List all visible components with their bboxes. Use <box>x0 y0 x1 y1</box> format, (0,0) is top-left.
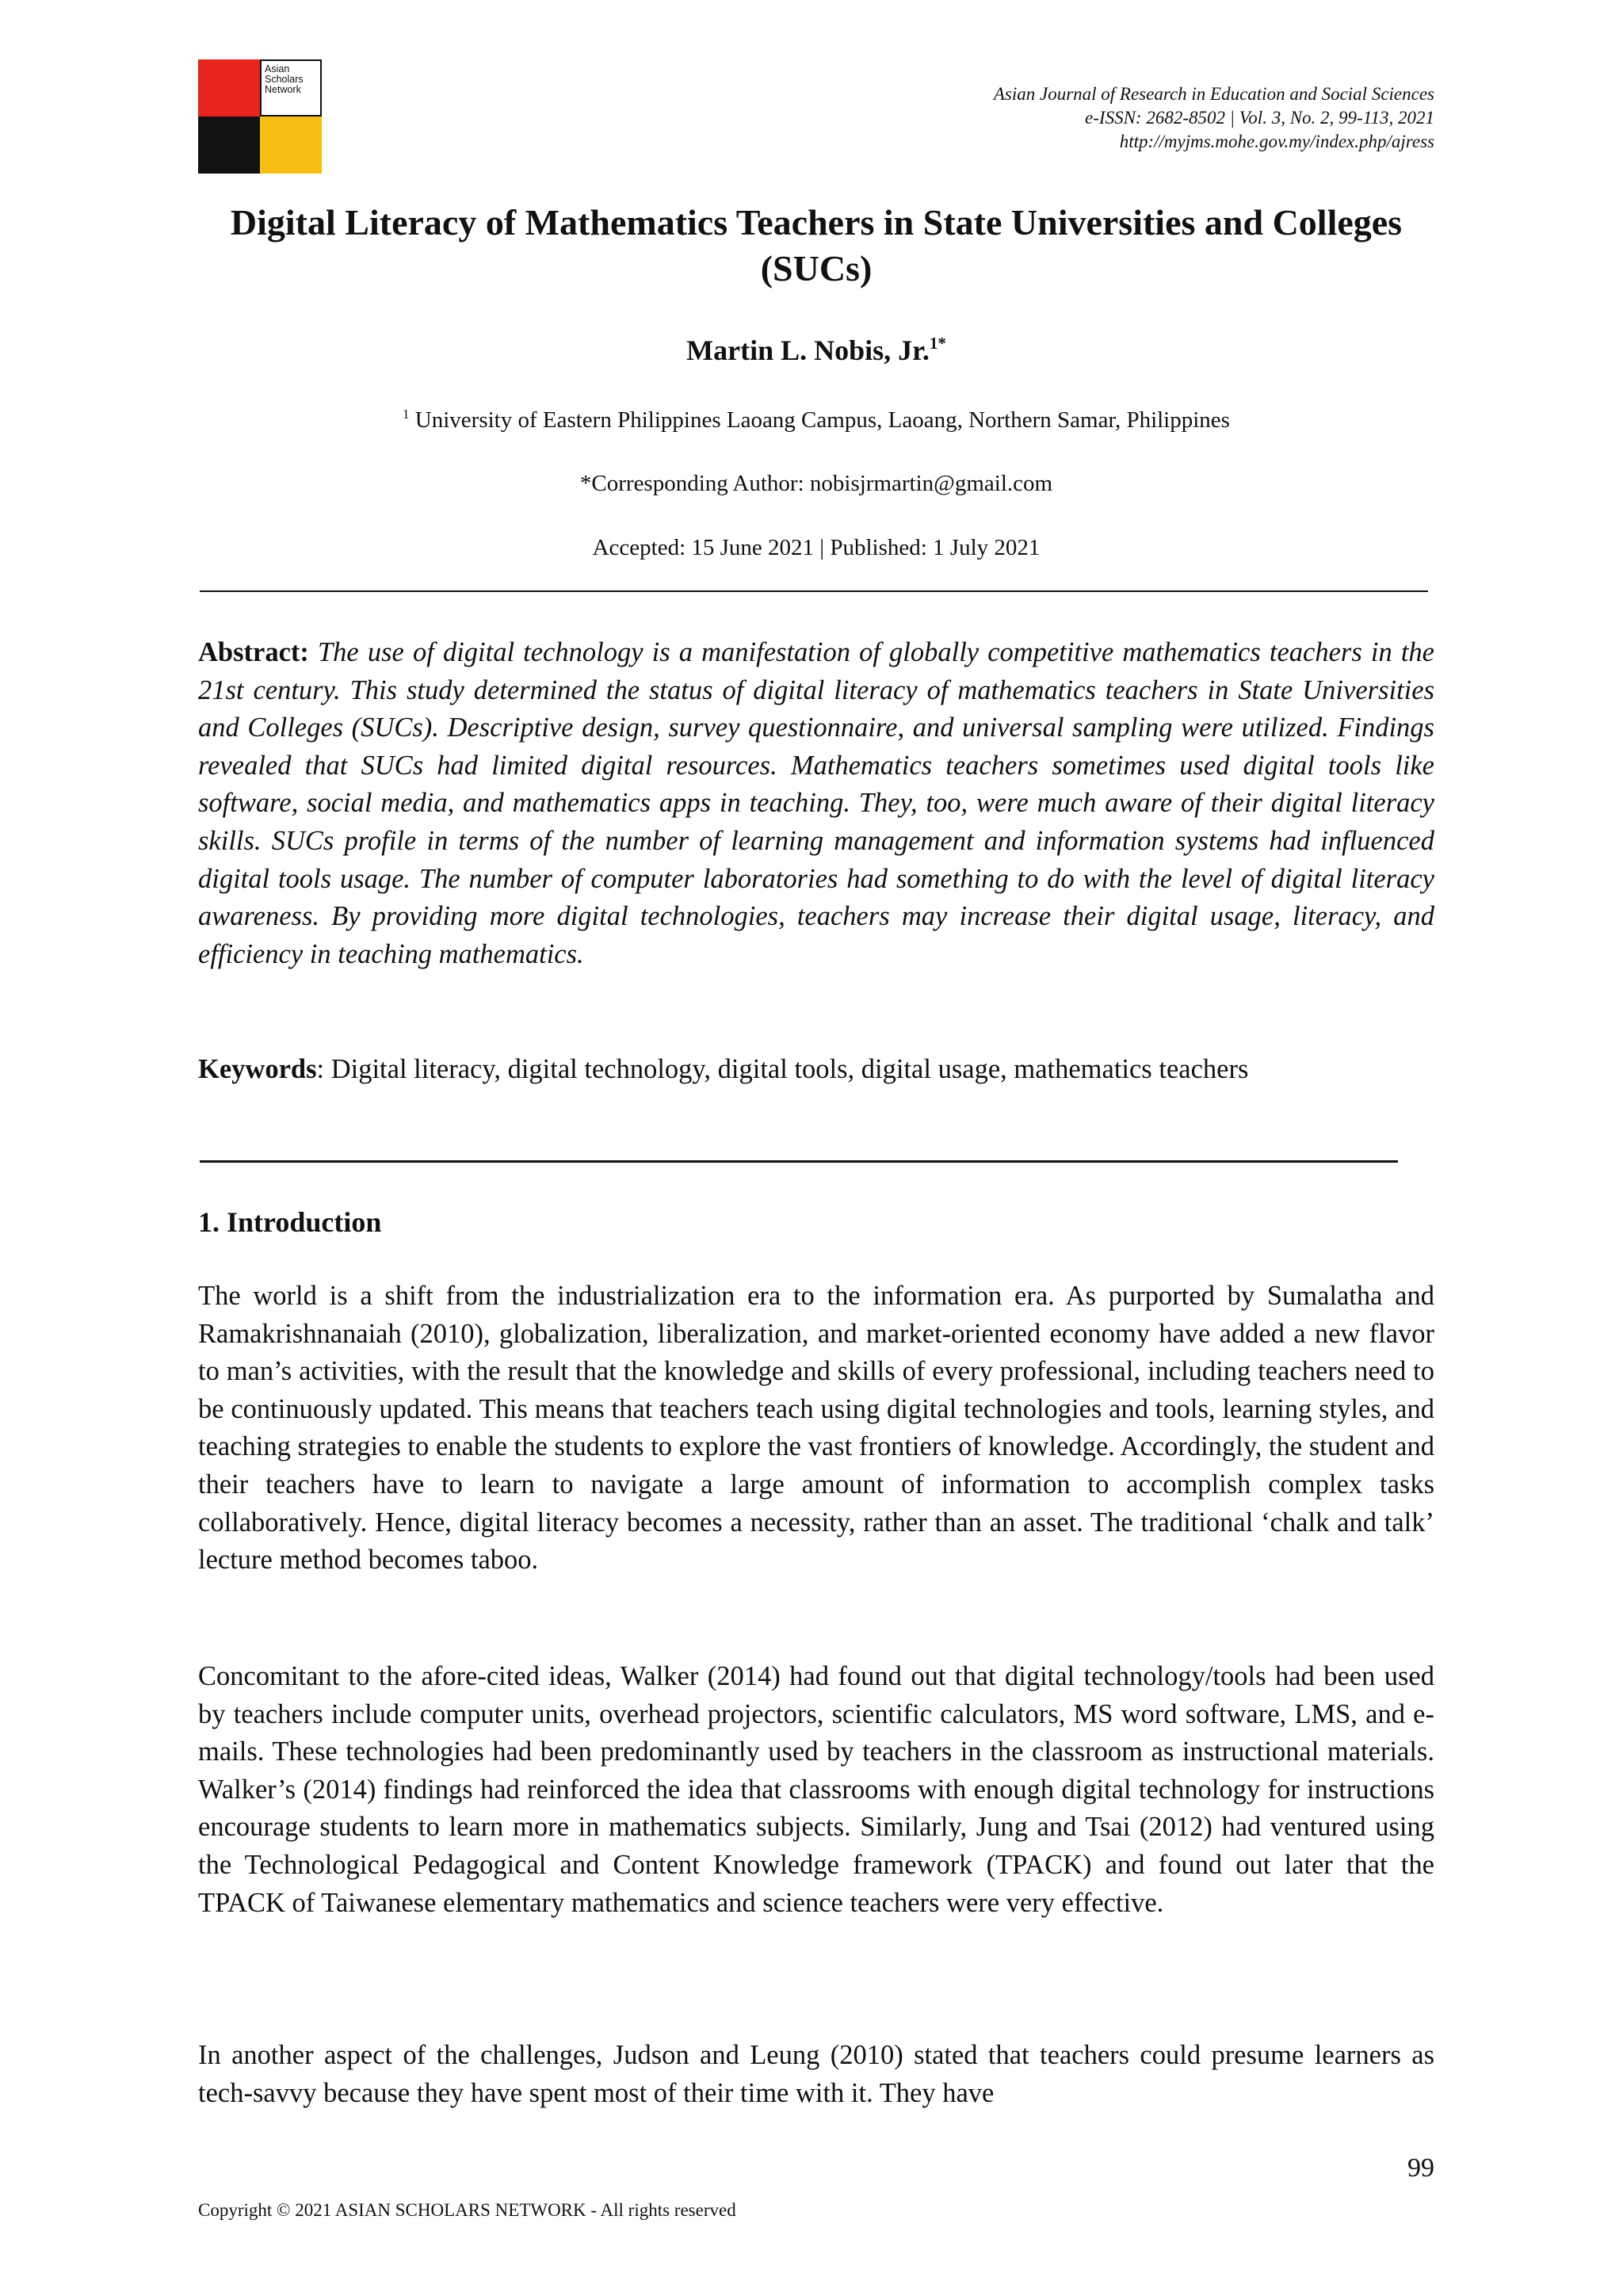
keywords <box>198 1051 1434 1089</box>
abstract-label: Abstract: <box>198 637 309 667</box>
intro-paragraph-3: In another aspect of the challenges, Judson and Leung (2010) stated that teachers could presume learners as tech-savvy because they have spent most of their time with it. They have <box>198 2040 1434 2108</box>
journal-name: Asian Journal of Research in Education and Social Sciences <box>993 84 1434 104</box>
journal-issue: e-ISSN: 2682-8502 | Vol. 3, No. 2, 99-113, 2021 <box>1085 108 1434 128</box>
affiliation <box>198 406 1434 434</box>
page-number: 99 <box>1407 2153 1434 2183</box>
publisher-logo <box>198 59 322 174</box>
logo-yellow-square <box>260 117 322 174</box>
journal-header <box>721 82 1434 154</box>
intro-paragraph-2: Concomitant to the afore-cited ideas, Walker (2014) had found out that digital technology/tools had been used by teachers include computer units, overhead projectors, scientific calculators, MS word software, LMS, and e-mails. These technologies had been predominantly used by teachers in the classroom as instructional materials. Walker’s (2014) findings had reinforced the idea that classrooms with enough digital technology for instructions encourage students to learn more in mathematics subjects. Similarly, Jung and Tsai (2012) had ventured using the Technological Pedagogical and Content Knowledge framework (TPACK) and found out later that the TPACK of Taiwanese elementary mathematics and science teachers were very effective. <box>198 1661 1434 1918</box>
affiliation-mark: 1 <box>403 407 410 422</box>
author-marks: 1* <box>929 334 946 353</box>
keywords-text: : Digital literacy, digital technology, digital tools, digital usage, mathematics teachers <box>316 1054 1249 1084</box>
intro-paragraph-1: The world is a shift from the industrialization era to the information era. As purported by Sumalatha and Ramakrishnanaiah (2010), globalization, liberalization, and market-oriented economy have added a new flavor to man’s activities, with the result that the knowledge and skills of every professional, including teachers need to be continuously updated. This means that teachers teach using digital technologies and tools, learning styles, and teaching strategies to enable the students to explore the vast frontiers of knowledge. Accordingly, the student and their teachers have to learn to navigate a large amount of information to accomplish complex tasks collaboratively. Hence, digital literacy becomes a necessity, rather than an asset. The traditional ‘chalk and talk’ lecture method becomes taboo. <box>198 1281 1434 1576</box>
divider-bottom <box>200 1160 1398 1163</box>
divider-top <box>200 590 1428 592</box>
paper-title: Digital Literacy of Mathematics Teachers in State Universities and Colleges (SUCs) <box>230 202 1403 288</box>
corresponding-author: *Corresponding Author: nobisjrmartin@gmail.com <box>579 471 1053 496</box>
journal-url[interactable]: http://myjms.mohe.gov.my/index.php/ajress <box>1119 132 1434 151</box>
logo-text-square <box>260 59 322 117</box>
logo-text: Asian Scholars Network <box>265 63 304 95</box>
logo-red-square <box>198 59 260 117</box>
section-heading: 1. Introduction <box>198 1206 382 1238</box>
copyright-notice: Copyright © 2021 ASIAN SCHOLARS NETWORK - All rights reserved <box>198 2200 736 2220</box>
publication-dates: Accepted: 15 June 2021 | Published: 1 July 2021 <box>592 535 1041 560</box>
logo-black-square <box>198 117 260 174</box>
author-name: Martin L. Nobis, Jr. <box>686 334 930 366</box>
abstract <box>198 634 1434 973</box>
abstract-text: The use of digital technology is a manifestation of globally competitive mathematics teachers in the 21st century. This study determined the status of digital literacy of mathematics teachers in State Universities and Colleges (SUCs). Descriptive design, survey questionnaire, and universal sampling were utilized. Findings revealed that SUCs had limited digital resources. Mathematics teachers sometimes used digital tools like software, social media, and mathematics apps in teaching. They, too, were much aware of their digital literacy skills. SUCs profile in terms of the number of learning management and information systems had influenced digital tools usage. The number of computer laboratories had something to do with the level of digital literacy awareness. By providing more digital technologies, teachers may increase their digital usage, literacy, and efficiency in teaching mathematics. <box>198 637 1434 969</box>
author-line <box>198 333 1434 368</box>
affiliation-text: University of Eastern Philippines Laoang Campus, Laoang, Northern Samar, Philippines <box>414 407 1230 433</box>
keywords-label: Keywords <box>198 1054 317 1084</box>
